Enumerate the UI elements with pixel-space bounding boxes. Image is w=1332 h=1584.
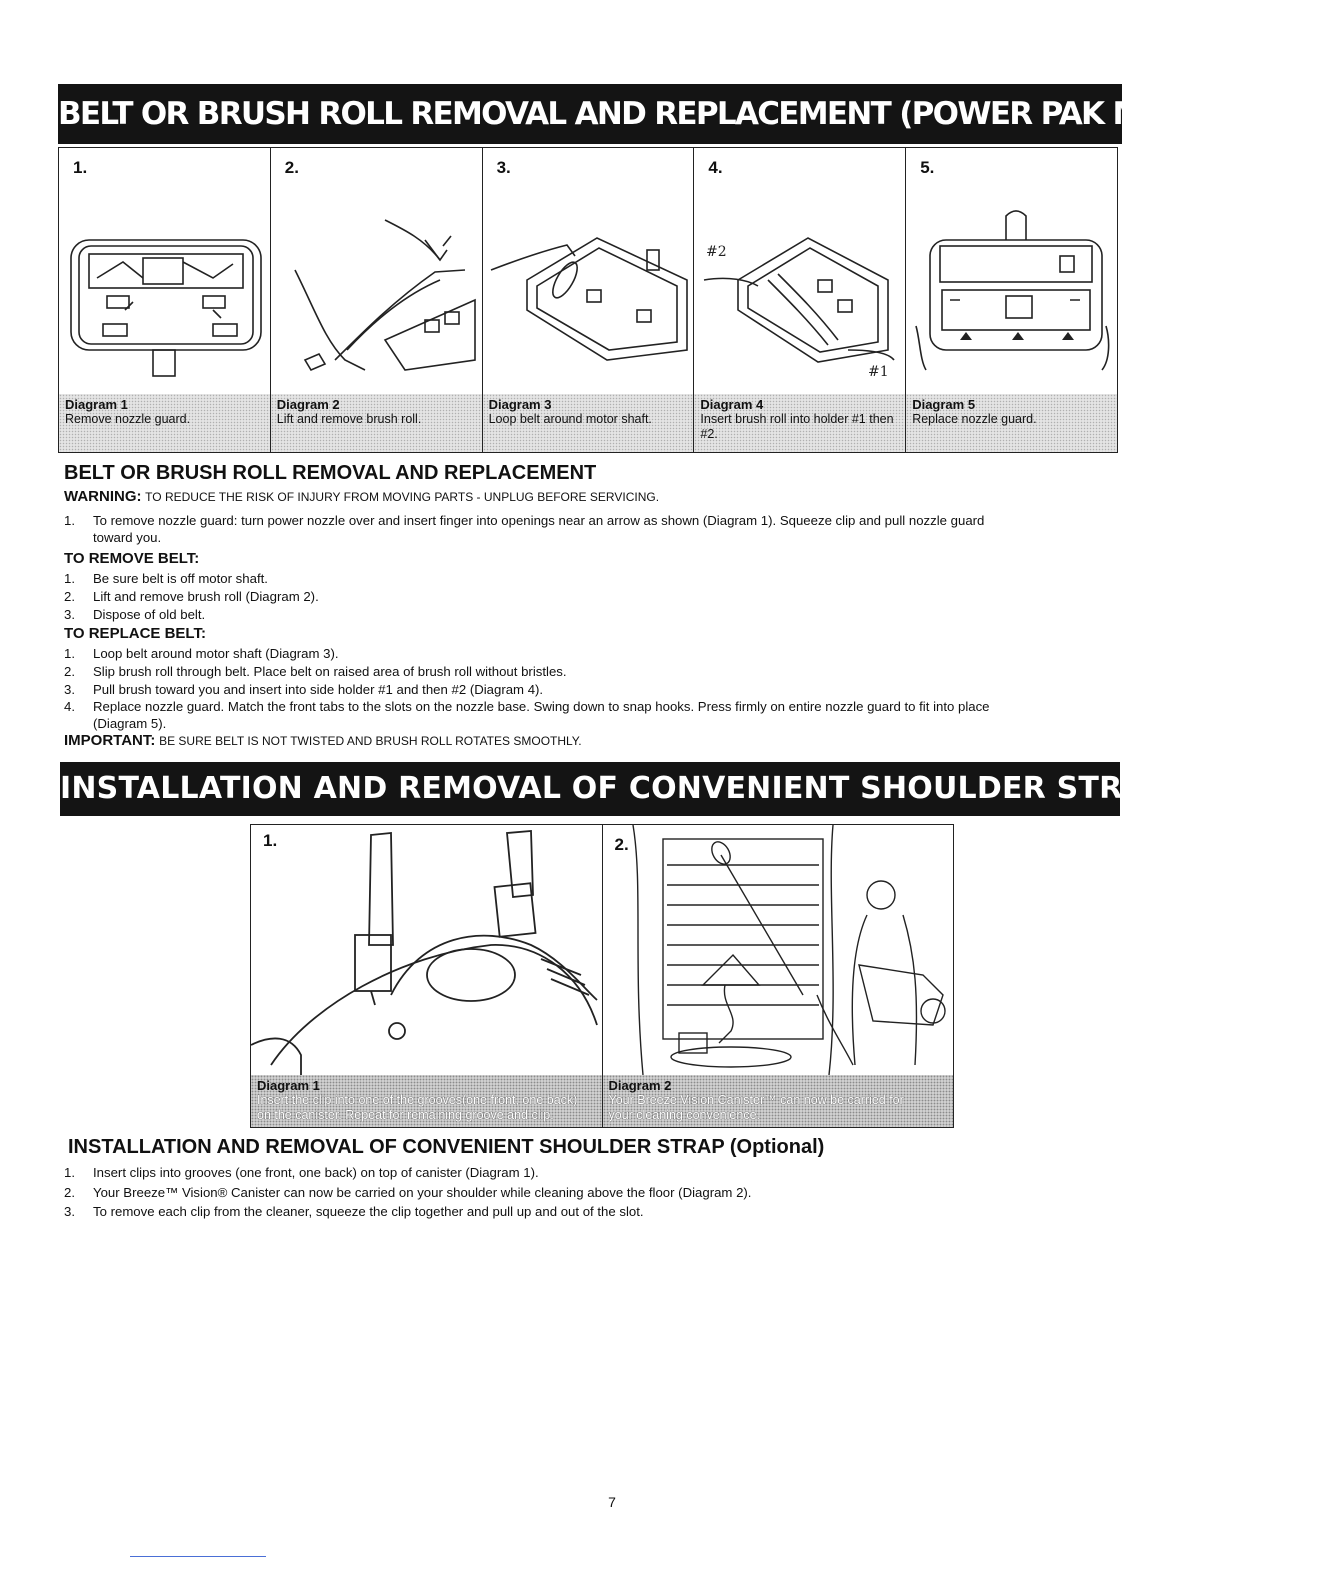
motor-shaft-illustration xyxy=(487,200,692,385)
step-number: 1. xyxy=(73,158,88,177)
section-banner-strap: INSTALLATION AND REMOVAL OF CONVENIENT SHOULDER STRAP xyxy=(60,762,1120,816)
step-number: 2. xyxy=(614,835,629,854)
diagram-label: Diagram 2 xyxy=(276,397,340,412)
list-text: Slip brush roll through belt. Place belt on raised area of brush roll without bristles. xyxy=(93,664,567,679)
list-number: 3. xyxy=(64,607,75,622)
important-line xyxy=(64,732,582,750)
strap-caption xyxy=(251,1075,602,1127)
warning-label: WARNING: xyxy=(64,488,142,505)
divider-line xyxy=(130,1556,266,1557)
list-text-continued: (Diagram 5). xyxy=(93,716,167,731)
diagram-caption xyxy=(906,394,1117,452)
list-number: 2. xyxy=(64,1185,75,1200)
list-number: 1. xyxy=(64,646,75,661)
caption-text: Remove nozzle guard. xyxy=(65,412,191,426)
section-heading-belt: BELT OR BRUSH ROLL REMOVAL AND REPLACEMENT xyxy=(64,462,597,484)
list-number: 3. xyxy=(64,1204,75,1219)
step-number: 4. xyxy=(708,158,723,177)
list-number: 1. xyxy=(64,513,75,528)
caption-text: Replace nozzle guard. xyxy=(912,412,1037,426)
holder-label-2: #2 xyxy=(706,244,728,260)
woman-carrying-vacuum-illustration xyxy=(603,825,959,1075)
list-text: Pull brush toward you and insert into side holder #1 and then #2 (Diagram 4). xyxy=(93,682,544,697)
list-text: To remove nozzle guard: turn power nozzle over and insert finger into openings near an arrow as shown (Diagram 1). Squeeze clip and pull nozzle guard xyxy=(93,513,985,528)
important-label: IMPORTANT: xyxy=(64,732,156,749)
caption-text: Lift and remove brush roll. xyxy=(276,412,422,426)
list-number: 2. xyxy=(64,664,75,679)
list-item xyxy=(64,512,1124,546)
list-text: Insert clips into grooves (one front, one back) on top of canister (Diagram 1). xyxy=(93,1165,539,1180)
diagram-panel-2 xyxy=(271,148,483,452)
list-number: 2. xyxy=(64,589,75,604)
list-text: Replace nozzle guard. Match the front tabs to the slots on the nozzle base. Swing down to snap hooks. Press firmly on entire nozzle guard to fit into place xyxy=(93,699,990,714)
list-text-continued: toward you. xyxy=(93,530,162,545)
section-banner-belt: BELT OR BRUSH ROLL REMOVAL AND REPLACEMENT (POWER PAK MODEL ONLY) xyxy=(58,84,1122,144)
brush-roll-illustration xyxy=(275,200,480,385)
caption-text-continued: your cleaning convenience. xyxy=(608,1108,760,1122)
caption-text: Insert brush roll into holder #1 then #2. xyxy=(700,412,894,441)
strap-caption xyxy=(603,1075,954,1127)
diagram-caption xyxy=(483,394,694,452)
strap-diagram-strip xyxy=(250,824,954,1128)
list-text: Lift and remove brush roll (Diagram 2). xyxy=(93,589,319,604)
step-number: 3. xyxy=(496,158,511,177)
strap-panel-1 xyxy=(251,825,603,1127)
diagram-label: Diagram 5 xyxy=(912,397,976,412)
diagram-label: Diagram 4 xyxy=(700,397,764,412)
important-text: BE SURE BELT IS NOT TWISTED AND BRUSH ROLL ROTATES SMOOTHLY. xyxy=(159,734,582,748)
subheading-replace-belt: TO REPLACE BELT: xyxy=(64,625,206,642)
list-number: 4. xyxy=(64,699,75,714)
diagram-caption xyxy=(694,394,905,452)
diagram-panel-3 xyxy=(483,148,695,452)
list-text: To remove each clip from the cleaner, squeeze the clip together and pull up and out of the slot. xyxy=(93,1204,644,1219)
diagram-label: Diagram 1 xyxy=(257,1078,320,1093)
caption-text: Your Breeze Vision Canister™ can now be carried for xyxy=(608,1093,904,1107)
holder-label-1: #1 xyxy=(868,364,890,380)
list-text: Be sure belt is off motor shaft. xyxy=(93,571,268,586)
list-number: 3. xyxy=(64,682,75,697)
warning-text: TO REDUCE THE RISK OF INJURY FROM MOVING PARTS - UNPLUG BEFORE SERVICING. xyxy=(145,490,660,504)
diagram-panel-1 xyxy=(59,148,271,452)
subheading-remove-belt: TO REMOVE BELT: xyxy=(64,550,200,567)
canister-strap-illustration xyxy=(251,825,597,1075)
diagram-label: Diagram 1 xyxy=(65,397,128,412)
diagram-caption xyxy=(59,394,270,452)
step-number: 5. xyxy=(920,158,935,177)
diagram-panel-4 xyxy=(694,148,906,452)
diagram-label: Diagram 2 xyxy=(608,1078,672,1093)
page-number: 7 xyxy=(608,1494,616,1510)
step-number: 1. xyxy=(263,831,278,850)
warning-line xyxy=(64,488,659,506)
diagram-panel-5 xyxy=(906,148,1117,452)
nozzle-guard-illustration xyxy=(63,200,263,380)
list-number: 1. xyxy=(64,571,75,586)
step-number: 2. xyxy=(284,158,299,177)
holder-insert-illustration xyxy=(698,200,903,385)
diagram-label: Diagram 3 xyxy=(488,397,552,412)
list-number: 1. xyxy=(64,1165,75,1180)
diagram-strip xyxy=(58,147,1118,453)
list-text: Dispose of old belt. xyxy=(93,607,206,622)
list-text: Loop belt around motor shaft (Diagram 3). xyxy=(93,646,339,661)
caption-text-continued: on the canister. Repeat for remaining groove and clip. xyxy=(257,1108,554,1122)
list-text: Your Breeze™ Vision® Canister can now be carried on your shoulder while cleaning above the floor (Diagram 2). xyxy=(93,1185,752,1200)
caption-text: Insert the clip into one of the grooves(one front, one back) xyxy=(257,1093,578,1107)
section-heading-strap: INSTALLATION AND REMOVAL OF CONVENIENT SHOULDER STRAP (Optional) xyxy=(68,1136,825,1158)
replace-guard-illustration xyxy=(910,200,1115,385)
strap-panel-2 xyxy=(603,825,954,1127)
diagram-caption xyxy=(271,394,482,452)
caption-text: Loop belt around motor shaft. xyxy=(488,412,652,426)
